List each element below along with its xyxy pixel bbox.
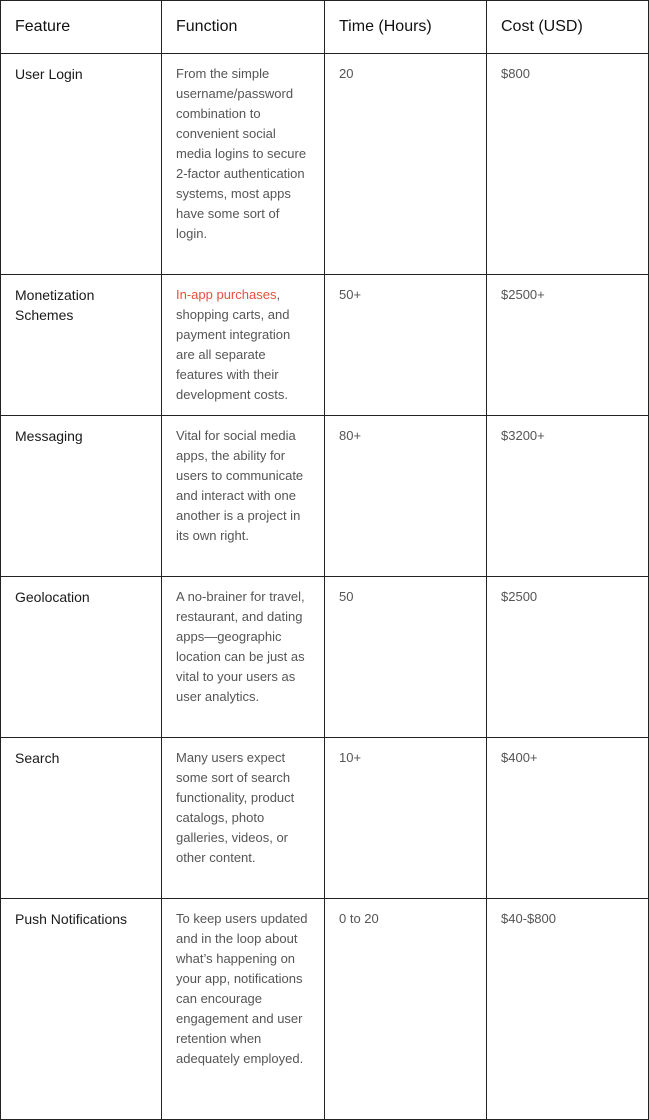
time-cell: 0 to 20 xyxy=(325,899,487,1120)
function-cell xyxy=(162,577,325,738)
cost-cell: $40-$800 xyxy=(487,899,649,1120)
function-text: Vital for social media apps, the ability for users to communicate and interact with one another is a project in its own right. xyxy=(176,428,304,543)
header-cost: Cost (USD) xyxy=(487,1,649,54)
table-row xyxy=(1,899,649,1120)
table-row xyxy=(1,577,649,738)
table-row xyxy=(1,738,649,899)
time-cell: 10+ xyxy=(325,738,487,899)
table-row xyxy=(1,416,649,577)
cost-cell: $2500 xyxy=(487,577,649,738)
table-row xyxy=(1,54,649,275)
function-text: , shopping carts, and payment integration are all separate features with their development costs. xyxy=(176,287,291,402)
header-time: Time (Hours) xyxy=(325,1,487,54)
header-feature: Feature xyxy=(1,1,162,54)
feature-cell: Push Notifications xyxy=(1,899,162,1120)
function-cell xyxy=(162,54,325,275)
function-cell xyxy=(162,738,325,899)
in-app-purchases-link[interactable]: In-app purchases xyxy=(176,287,277,302)
function-text: A no-brainer for travel, restaurant, and dating apps—geographic location can be just as vital to your users as user analytics. xyxy=(176,589,305,704)
function-text: From the simple username/password combination to convenient social media logins to secure 2-factor authentication systems, most apps have some sort of login. xyxy=(176,66,307,241)
header-function: Function xyxy=(162,1,325,54)
table-row xyxy=(1,275,649,416)
time-cell: 80+ xyxy=(325,416,487,577)
feature-cell: Geolocation xyxy=(1,577,162,738)
cost-cell: $3200+ xyxy=(487,416,649,577)
function-cell xyxy=(162,275,325,416)
cost-cell: $800 xyxy=(487,54,649,275)
function-cell xyxy=(162,416,325,577)
time-cell: 20 xyxy=(325,54,487,275)
feature-cell: User Login xyxy=(1,54,162,275)
feature-cell: Search xyxy=(1,738,162,899)
feature-cell: Messaging xyxy=(1,416,162,577)
function-text: To keep users updated and in the loop about what’s happening on your app, notifications can encourage engagement and user retention when adequately employed. xyxy=(176,911,308,1066)
cost-cell: $400+ xyxy=(487,738,649,899)
time-cell: 50 xyxy=(325,577,487,738)
time-cell: 50+ xyxy=(325,275,487,416)
table-header-row xyxy=(1,1,649,54)
cost-cell: $2500+ xyxy=(487,275,649,416)
function-cell xyxy=(162,899,325,1120)
function-text: Many users expect some sort of search functionality, product catalogs, photo galleries, videos, or other content. xyxy=(176,750,295,865)
feature-cell: Monetization Schemes xyxy=(1,275,162,416)
